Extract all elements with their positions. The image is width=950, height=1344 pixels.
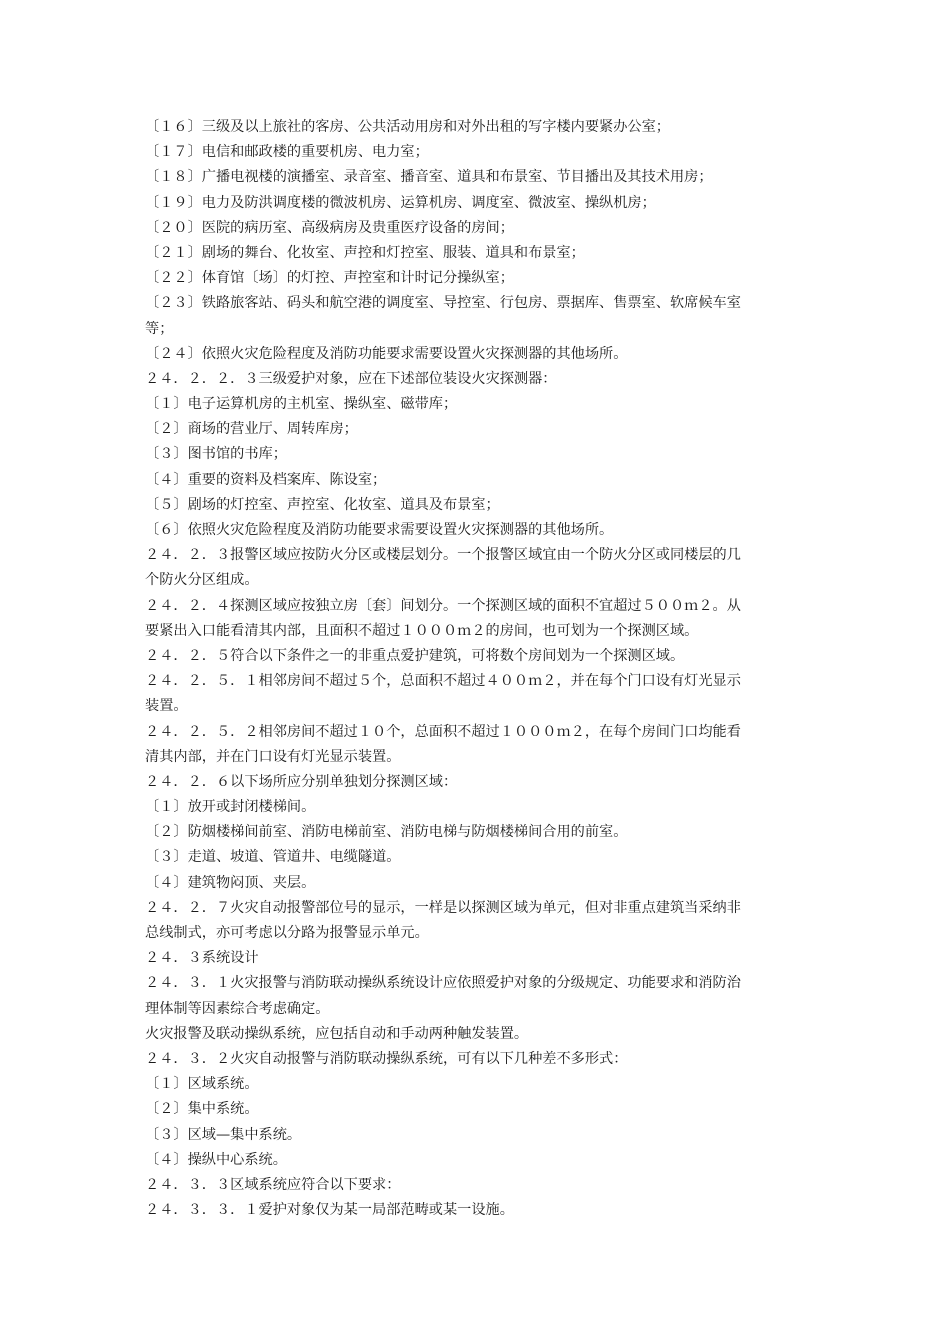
text-line: ２４．２．２．３三级爱护对象，应在下述部位装设火灾探测器： xyxy=(145,370,557,387)
text-line: 火灾报警及联动操纵系统，应包括自动和手动两种触发装置。 xyxy=(145,1025,529,1042)
text-line: 〔３〕区域—集中系统。 xyxy=(145,1126,302,1143)
text-line: 〔１９〕电力及防洪调度楼的微波机房、运算机房、调度室、微波室、操纵机房； xyxy=(145,194,656,211)
text-line: 〔１〕区域系统。 xyxy=(145,1076,259,1093)
text-line: ２４．３．２火灾自动报警与消防联动操纵系统，可有以下几种差不多形式： xyxy=(145,1050,628,1067)
text-line: 〔４〕建筑物闷顶、夹层。 xyxy=(145,874,316,891)
text-line: 〔１６〕三级及以上旅社的客房、公共活动用房和对外出租的写字楼内要紧办公室； xyxy=(145,119,670,135)
text-line: ２４．３．３．１爱护对象仅为某一局部范畴或某一设施。 xyxy=(145,1202,514,1219)
text-line: ２４．３系统设计 xyxy=(145,950,259,967)
text-line: 〔１〕电子运算机房的主机室、操纵室、磁带库； xyxy=(145,396,458,413)
text-line: ２４．２．５．２相邻房间不超过１０个，总面积不超过１０００ｍ２，在每个房间门口均能看 xyxy=(145,723,741,740)
text-line: 〔１〕放开或封闭楼梯间。 xyxy=(145,799,316,816)
text-line: 要紧出入口能看清其内部，且面积不超过１０００ｍ２的房间，也可划为一个探测区域。 xyxy=(145,622,699,639)
text-line: 〔２〕防烟楼梯间前室、消防电梯前室、消防电梯与防烟楼梯间合用的前室。 xyxy=(145,824,628,841)
text-line: ２４．２．６以下场所应分别单独划分探测区域： xyxy=(145,773,458,790)
text-line: ２４．２．３报警区域应按防火分区或楼层划分。一个报警区域宜由一个防火分区或同楼层的几 xyxy=(145,547,741,564)
text-line: 〔２〕集中系统。 xyxy=(145,1101,259,1118)
text-line: ２４．３．３区域系统应符合以下要求： xyxy=(145,1176,401,1193)
text-line: 〔１８〕广播电视楼的演播室、录音室、播音室、道具和布景室、节目播出及其技术用房； xyxy=(145,169,713,186)
text-line: ２４．３．１火灾报警与消防联动操纵系统设计应依照爱护对象的分级规定、功能要求和消防治 xyxy=(145,975,741,992)
text-line: 等； xyxy=(145,320,174,337)
text-line: 个防火分区组成。 xyxy=(145,572,259,589)
text-line: 〔２２〕体育馆〔场〕的灯控、声控室和计时记分操纵室； xyxy=(145,270,514,287)
text-line: 理体制等因素综合考虑确定。 xyxy=(145,1000,330,1017)
text-line: ２４．２．５符合以下条件之一的非重点爱护建筑，可将数个房间划为一个探测区域。 xyxy=(145,647,685,664)
text-line: ２４．２．４探测区域应按独立房〔套〕间划分。一个探测区域的面积不宜超过５００ｍ２。从 xyxy=(145,597,741,614)
text-line: 〔２３〕铁路旅客站、码头和航空港的调度室、导控室、行包房、票据库、售票室、软席候车室 xyxy=(145,295,741,312)
text-line: 〔４〕重要的资料及档案库、陈设室； xyxy=(145,471,387,488)
text-line: 〔３〕图书馆的书库； xyxy=(145,446,287,463)
text-line: 〔５〕剧场的灯控室、声控室、化妆室、道具及布景室； xyxy=(145,496,500,513)
text-line: 〔２１〕剧场的舞台、化妆室、声控和灯控室、服装、道具和布景室； xyxy=(145,244,585,261)
text-line: 〔４〕操纵中心系统。 xyxy=(145,1151,287,1168)
text-line: 〔６〕依照火灾危险程度及消防功能要求需要设置火灾探测器的其他场所。 xyxy=(145,522,614,538)
text-line: 〔２０〕医院的病历室、高级病房及贵重医疗设备的房间； xyxy=(145,219,514,236)
text-line: 〔２〕商场的营业厅、周转库房； xyxy=(145,421,358,438)
text-line: 〔２４〕依照火灾危险程度及消防功能要求需要设置火灾探测器的其他场所。 xyxy=(145,345,628,362)
text-line: 〔１７〕电信和邮政楼的重要机房、电力室； xyxy=(145,144,429,161)
text-line: 清其内部，并在门口设有灯光显示装置。 xyxy=(145,748,401,765)
text-line: ２４．２．５．１相邻房间不超过５个，总面积不超过４００ｍ２，并在每个门口设有灯光显示 xyxy=(145,673,741,690)
text-line: ２４．２．７火灾自动报警部位号的显示，一样是以探测区域为单元，但对非重点建筑当采纳非 xyxy=(145,899,741,916)
text-line: 总线制式，亦可考虑以分路为报警显示单元。 xyxy=(145,925,429,941)
text-line: 装置。 xyxy=(145,698,188,715)
document-page xyxy=(145,115,810,1223)
text-line: 〔３〕走道、坡道、管道井、电缆隧道。 xyxy=(145,849,401,866)
